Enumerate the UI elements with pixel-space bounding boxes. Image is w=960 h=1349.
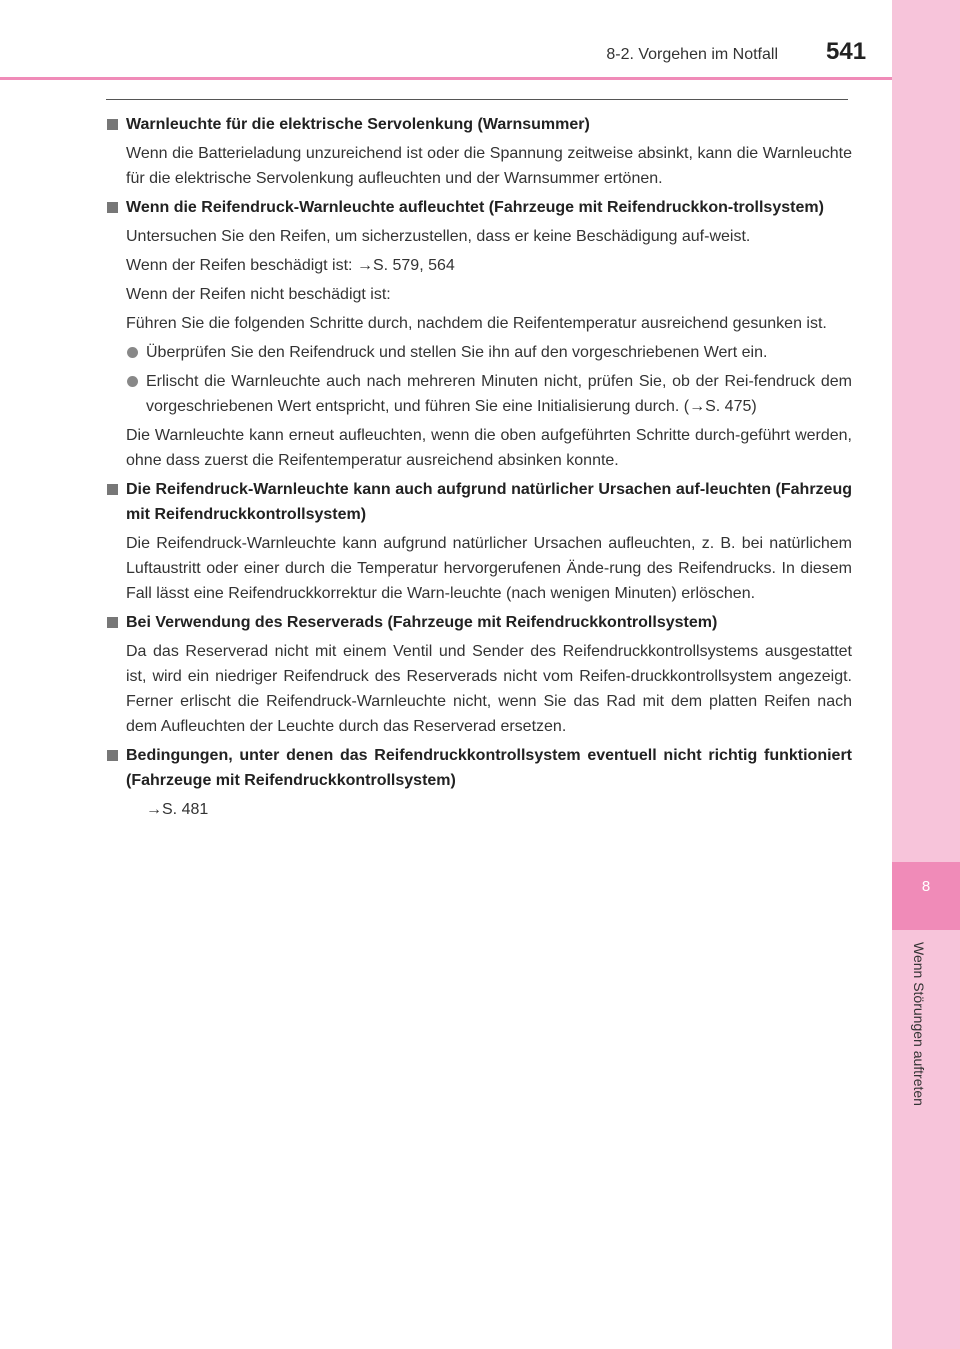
paragraph: Führen Sie die folgenden Schritte durch, nachdem die Reifentemperatur ausreichend gesunken ist.: [126, 315, 827, 332]
paragraph: Wenn der Reifen nicht beschädigt ist:: [126, 286, 391, 303]
list-item: [106, 340, 852, 365]
heading-text: Warnleuchte für die elektrische Servolenkung (Warnsummer): [126, 116, 590, 133]
section-heading: [106, 743, 852, 793]
header-divider: [0, 77, 892, 80]
chapter-side-tab: [892, 0, 960, 1349]
square-bullet-icon: [107, 750, 118, 761]
circle-bullet-icon: [127, 347, 138, 358]
paragraph: Wenn die Batterieladung unzureichend ist oder die Spannung zeitweise absinkt, kann die Warnleuchte für die elektrische Servolenkung aufleuchten und der Warnsummer ertönen.: [126, 145, 852, 187]
section-heading: [106, 112, 852, 137]
square-bullet-icon: [107, 484, 118, 495]
heading-text: Die Reifendruck-Warnleuchte kann auch aufgrund natürlicher Ursachen auf-leuchten (Fahrzeug mit Reifendruckkontrollsystem): [126, 481, 852, 523]
paragraph: Untersuchen Sie den Reifen, um sicherzustellen, dass er keine Beschädigung auf-weist.: [126, 228, 751, 245]
content-top-rule: [106, 99, 848, 100]
page-content: [106, 112, 852, 826]
list-item: [106, 369, 852, 419]
paragraph: Da das Reserverad nicht mit einem Ventil und Sender des Reifendruckkontrollsystems ausgestattet ist, wird ein niedriger Reifendruck des Reserverads nicht vom Reifen-druckkontrollsystem angezeigt. Ferner erlischt die Reifendruck-Warnleuchte nicht, wenn Sie das Rad mit dem platten Reifen nach dem Aufleuchten der Leuchte durch das Reserverad ersetzen.: [126, 643, 852, 735]
list-item-text: Erlischt die Warnleuchte auch nach mehreren Minuten nicht, prüfen Sie, ob der Rei-fendruck dem vorgeschriebenen Wert entspricht, und führen Sie eine Initialisierung durch. (→S. 475): [146, 373, 852, 415]
page-number: 541: [826, 38, 867, 65]
paragraph: Wenn der Reifen beschädigt ist: →S. 579, 564: [126, 257, 455, 274]
chapter-number: 8: [921, 878, 931, 895]
paragraph: Die Reifendruck-Warnleuchte kann aufgrund natürlicher Ursachen aufleuchten, z. B. bei natürlichem Luftaustritt oder einer durch die Temperatur hervorgerufenen Ände-rung des Reifendrucks. In diesem Fall lässt eine Reifendruckkorrektur die Warn-leuchte (nach wenigen Minuten) erlöschen.: [126, 535, 852, 602]
section-title: 8-2. Vorgehen im Notfall: [606, 46, 778, 63]
square-bullet-icon: [107, 617, 118, 628]
list-item-text: Überprüfen Sie den Reifendruck und stellen Sie ihn auf den vorgeschriebenen Wert ein.: [146, 344, 768, 361]
chapter-number-box: [892, 862, 960, 930]
section-heading: [106, 477, 852, 527]
heading-text: Bei Verwendung des Reserverads (Fahrzeuge mit Reifendruckkontrollsystem): [126, 614, 718, 631]
paragraph: Die Warnleuchte kann erneut aufleuchten, wenn die oben aufgeführten Schritte durch-geführt werden, ohne dass zuerst die Reifentemperatur ausreichend absinken konnte.: [126, 427, 852, 469]
page-reference: →S. 481: [146, 801, 209, 818]
square-bullet-icon: [107, 119, 118, 130]
heading-text: Wenn die Reifendruck-Warnleuchte aufleuchtet (Fahrzeuge mit Reifendruckkon-trollsystem): [126, 199, 824, 216]
chapter-title: Wenn Störungen auftreten: [911, 942, 927, 1106]
section-heading: [106, 610, 852, 635]
heading-text: Bedingungen, unter denen das Reifendruckkontrollsystem eventuell nicht richtig funktioniert (Fahrzeuge mit Reifendruckkontrollsystem): [126, 747, 852, 789]
circle-bullet-icon: [127, 376, 138, 387]
square-bullet-icon: [107, 202, 118, 213]
section-heading: [106, 195, 852, 220]
